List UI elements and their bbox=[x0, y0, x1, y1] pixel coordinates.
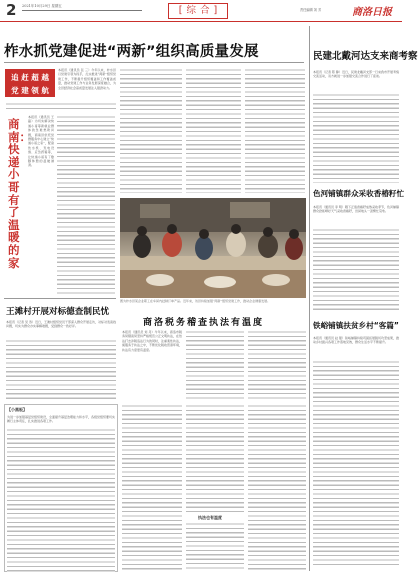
tax-body: 今年以来，商洛市税务局稽查局坚持严格规范公正文明执法，在依法打击涉税违法行为的同时，注重柔性执法，寓服务于执法之中，不断优化税收营商环境，执法有力度更有温度。 bbox=[122, 330, 183, 352]
sidebar3-headline: 铁峪铺镇扶贫乡村“客篇” bbox=[313, 321, 399, 330]
village-text-more bbox=[6, 339, 116, 399]
section-name: [ bbox=[178, 5, 183, 16]
lead-body: 今年以来，柞水县以党建引领为抓手，扎实推进“两新”组织党建工作，不断提升组织覆盖和工作覆盖质量，推动党建工作与业务发展深度融合，为全县经济社会高质量发展注入强劲动力。 bbox=[58, 68, 116, 90]
village-headline: 王滩村开展对标德查制民忧 bbox=[6, 307, 110, 317]
sidebar1-text bbox=[313, 70, 399, 92]
slogan-line-2: 党 建 领 航 bbox=[11, 86, 49, 95]
lead-headline-rule bbox=[4, 62, 304, 63]
masthead bbox=[0, 0, 402, 22]
tax-text-col2 bbox=[186, 330, 244, 400]
photo-caption: 图为柞水县某企业职工在车间内赶制订单产品。近年来，该县持续加强“两新”组织党建工作，推动企业健康发展。 bbox=[120, 299, 271, 303]
feature-byline: 本报讯（通讯员 王 磊） bbox=[28, 115, 54, 124]
bottom-box-title: 【小黑板】 bbox=[7, 407, 27, 412]
workshop-photo bbox=[120, 198, 306, 298]
village-top-rule bbox=[4, 298, 116, 299]
section-label: 综合 bbox=[186, 5, 214, 16]
lead-byline: 本报讯（通讯员 张 三） bbox=[58, 68, 92, 72]
village-text bbox=[6, 320, 116, 338]
sidebar1-headline: 民建北戴河达支来商考察 bbox=[313, 51, 418, 62]
page-number: 2 bbox=[6, 1, 17, 19]
bottom-col3 bbox=[248, 404, 306, 570]
editor-credit: 责任编辑 刘 芳 bbox=[300, 8, 322, 12]
lead-text-col3 bbox=[186, 68, 241, 193]
tax-text bbox=[122, 330, 182, 400]
lead-text-col1-more bbox=[6, 102, 116, 110]
slogan-box bbox=[5, 69, 55, 97]
sidebar1-text-more bbox=[313, 93, 399, 183]
bottom-col2 bbox=[186, 404, 244, 514]
feature-text-col1 bbox=[28, 115, 54, 295]
sidebar2-text-more bbox=[313, 228, 399, 310]
header-rule bbox=[22, 10, 142, 11]
sidebar3-body: 铁峪铺镇持续巩固拓展脱贫攻坚成果，推动乡村振兴各项工作落地见效，群众生活水平不断提升。 bbox=[313, 336, 399, 345]
village-body: 近日，王滩村组织党员干部深入群众开展走访，对标对表查找问题，切实为群众办实事解难题，受到群众一致好评。 bbox=[6, 320, 116, 329]
workers-scene bbox=[120, 198, 306, 298]
bottom-box-body: 为进一步加强基层党组织建设，全面提升基层治理能力和水平，各级党组织要切实履行主体责任，扎实推进各项工作。 bbox=[7, 415, 116, 424]
lead-text-col2 bbox=[120, 68, 182, 193]
bottom-box bbox=[4, 404, 118, 572]
lead-text-col1 bbox=[58, 68, 116, 98]
sidebar2-headline: 色河铺镇群众采收香椿籽忙 bbox=[313, 189, 405, 198]
bottom-col2-more bbox=[186, 522, 244, 570]
sidebar3-text bbox=[313, 336, 399, 358]
sidebar-divider bbox=[309, 26, 310, 571]
masthead-rule bbox=[0, 21, 402, 22]
feature-text-col2 bbox=[57, 115, 115, 295]
sidebar1-body: 近日，民建北戴河支部一行来我市开展考察交流活动，双方就进一步加强交流合作进行了座谈。 bbox=[313, 70, 399, 79]
section-tab: [ 综合] bbox=[168, 3, 228, 19]
bottom-subhead: 执法也有温度 bbox=[198, 515, 222, 520]
tax-byline: 本报讯（通讯员 刘 丹） bbox=[122, 330, 155, 334]
bottom-col1 bbox=[122, 404, 182, 570]
village-byline: 本报讯（记者 吴 涛） bbox=[6, 320, 35, 324]
feature-body: 为切实解决快递小哥等新就业群体的急难愁盼问题，商南县依托党群服务中心建立“快递小哥之家”，配备饮水机、充电设施、应急药箱等，让快递小哥有了歇脚休憩的温暖港湾。 bbox=[28, 119, 54, 168]
slogan-line-1: 追 赶 超 越 bbox=[11, 73, 49, 82]
sidebar2-byline: 本报讯（通讯员 李 明） bbox=[313, 205, 345, 209]
issue-date: 2021年10月29日 星期五 bbox=[22, 4, 62, 8]
feature-vertical-headline: 商南：快递小哥有了温暖的家 bbox=[8, 117, 31, 270]
sidebar2-text bbox=[313, 205, 399, 227]
lead-text-col4 bbox=[245, 68, 305, 193]
sidebar2-body: 眼下正值香椿籽成熟采收季节，色河铺镇群众抢抓晴好天气采收香椿籽，田间地头一派繁忙景象。 bbox=[313, 205, 399, 214]
sidebar3-byline: 本报讯（通讯员 赵 强） bbox=[313, 336, 345, 340]
tax-headline: 商洛税务稽查执法有温度 bbox=[143, 318, 265, 328]
sidebar1-byline: 本报讯（记者 陈 静） bbox=[313, 70, 342, 74]
sidebar3-text-more bbox=[313, 360, 399, 568]
paper-logo: 商洛日报 bbox=[352, 7, 392, 18]
bottom-box-lines bbox=[7, 428, 115, 573]
tax-text-col3 bbox=[248, 330, 306, 400]
lead-headline: 柞水抓党建促进“两新”组织高质量发展 bbox=[4, 44, 259, 60]
